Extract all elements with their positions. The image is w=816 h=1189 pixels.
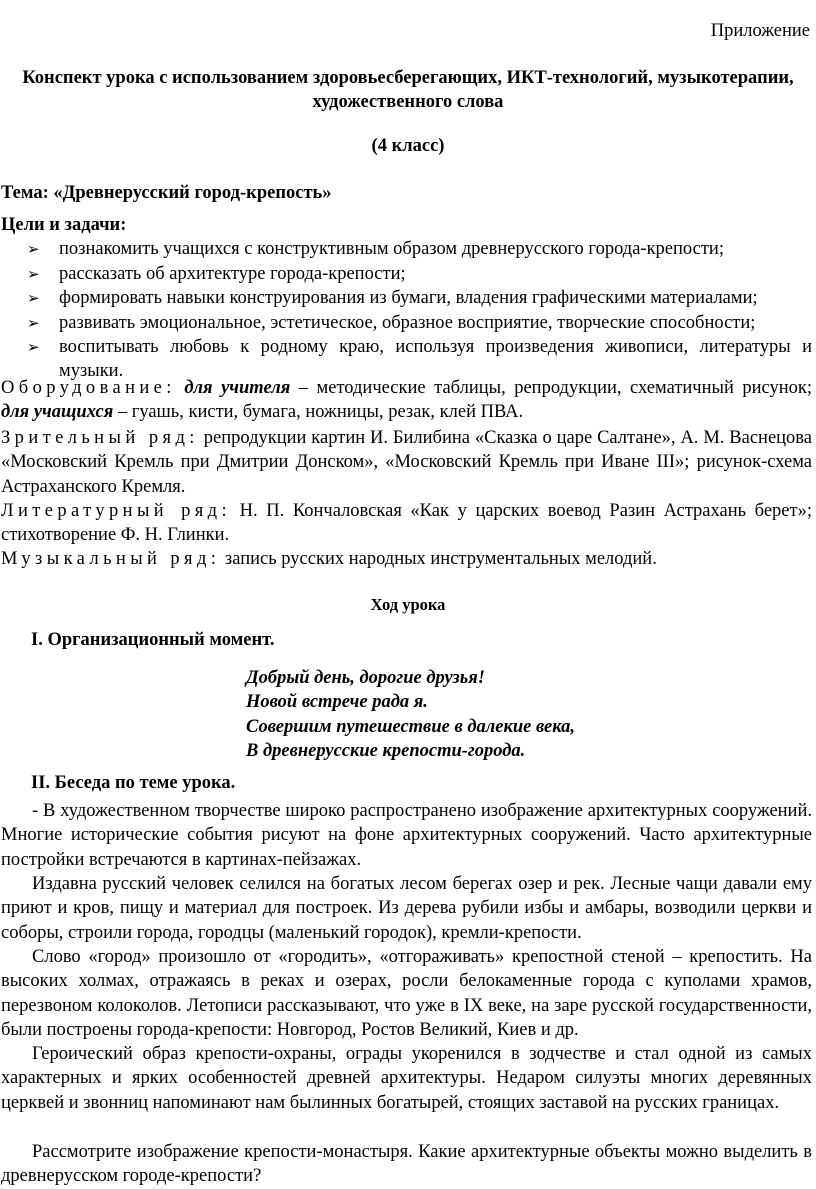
equipment-students-label: для учащихся (1, 402, 114, 423)
body-paragraph: Героический образ крепости-охраны, ограды укоренился в зодчестве и стал одной из самых характерных и ярких особенностей древней архитектуры. Недаром силуэты многих деревянных церквей и звонниц напоминают нам былинных богатырей, стоящих заставой на русских границах. (1, 1044, 812, 1113)
section-2-heading: II. Беседа по теме урока. (31, 773, 236, 793)
equipment-teacher-text: – методические таблицы, репродукции, схематичный рисунок; (298, 378, 813, 398)
poem-line: Совершим путешествие в далекие века, (246, 716, 576, 737)
lesson-theme: Тема: «Древнерусский город-крепость» (1, 183, 332, 203)
literary-row-label: Литературный ряд: (1, 501, 232, 521)
body-paragraph: Слово «город» произошло от «городить», «отгораживать» крепостной стеной – крепостить. На высоких холмах, отражаясь в реках и озерах, росли белокаменные города с куполами храмов, перезвоном колоколов. Летописи рассказывают, что уже в IX веке, на заре русской государственности, были построены города-крепости: Новгород, Ростов Великий, Киев и др. (1, 947, 812, 1041)
musical-row-text: запись русских народных инструментальных мелодий. (224, 549, 657, 569)
list-item (1, 262, 812, 286)
goals-list (1, 237, 812, 383)
musical-row-label: Музыкальный ряд: (1, 549, 221, 569)
goal-text: рассказать об архитектуре города-крепости; (59, 263, 406, 284)
document-title: Конспект урока с использованием здоровьесберегающих, ИКТ-технологий, музыкотерапии, художественного слова (22, 68, 794, 113)
literary-row-text: Н. П. Кончаловская «Как у царских воевод Разин Астрахань берет»; стихотворение Ф. Н. Глинки. (1, 501, 812, 546)
equipment-teacher-label: для учителя (184, 378, 291, 398)
equipment-students-text: – гуашь, кисти, бумага, ножницы, резак, клей ПВА. (117, 402, 524, 423)
visual-row-paragraph (1, 426, 812, 499)
poem-line: Добрый день, дорогие друзья! (246, 668, 485, 688)
poem-line: Новой встрече рада я. (246, 692, 428, 713)
musical-row-paragraph (1, 547, 812, 571)
arrow-bullet-icon: ➢ (27, 264, 40, 283)
goal-text: познакомить учащихся с конструктивным образом древнерусского города-крепости; (59, 239, 724, 260)
visual-row-text: репродукции картин И. Билибина «Сказка о царе Салтане», А. М. Васнецова «Московский Кремль при Дмитрии Донском», «Московский Кремль при Иване III»; рисунок-схема Астраханского Кремля. (1, 428, 813, 497)
arrow-bullet-icon: ➢ (27, 313, 40, 332)
equipment-paragraph (1, 376, 812, 425)
arrow-bullet-icon: ➢ (27, 289, 40, 308)
body-paragraph: Издавна русский человек селился на богатых лесом берегах озер и рек. Лесные чащи давали ему приют и кров, пищу и материал для построек. Из дерева рубили избы и амбары, возводили церкви и соборы, строили города, городцы (маленький городок), кремли-крепости. (1, 874, 812, 943)
arrow-bullet-icon: ➢ (27, 338, 40, 357)
list-item (1, 237, 812, 261)
greeting-poem (246, 666, 575, 764)
body-paragraph: - В художественном творчестве широко распространено изображение архитектурных сооружений. Многие исторические события рисуют на фоне архитектурных сооружений. Часто архитектурные постройки встречаются в картинах-пейзажах. (1, 801, 812, 870)
list-item (1, 286, 812, 310)
list-item (1, 311, 812, 335)
grade-label: (4 класс) (371, 136, 445, 156)
poem-line: В древнерусские крепости-города. (246, 741, 526, 762)
body-paragraph: Рассмотрите изображение крепости-монастыря. Какие архитектурные объекты можно выделить в древнерусском городе-крепости? (1, 1142, 812, 1187)
appendix-label: Приложение (710, 21, 810, 41)
arrow-bullet-icon: ➢ (27, 240, 40, 259)
goal-text: развивать эмоциональное, эстетическое, образное восприятие, творческие способности; (59, 312, 756, 333)
goals-heading: Цели и задачи: (1, 215, 127, 235)
goal-text: воспитывать любовь к родному краю, используя произведения живописи, литературы и музыки. (59, 337, 812, 382)
course-heading: Ход урока (370, 595, 446, 614)
section-1-heading: I. Организационный момент. (31, 630, 275, 650)
goal-text: формировать навыки конструирования из бумаги, владения графическими материалами; (59, 288, 758, 309)
visual-row-label: Зрительный ряд: (1, 428, 199, 448)
goals-section (1, 213, 812, 384)
equipment-label: Оборудование: (1, 378, 176, 398)
literary-row-paragraph (1, 499, 812, 548)
